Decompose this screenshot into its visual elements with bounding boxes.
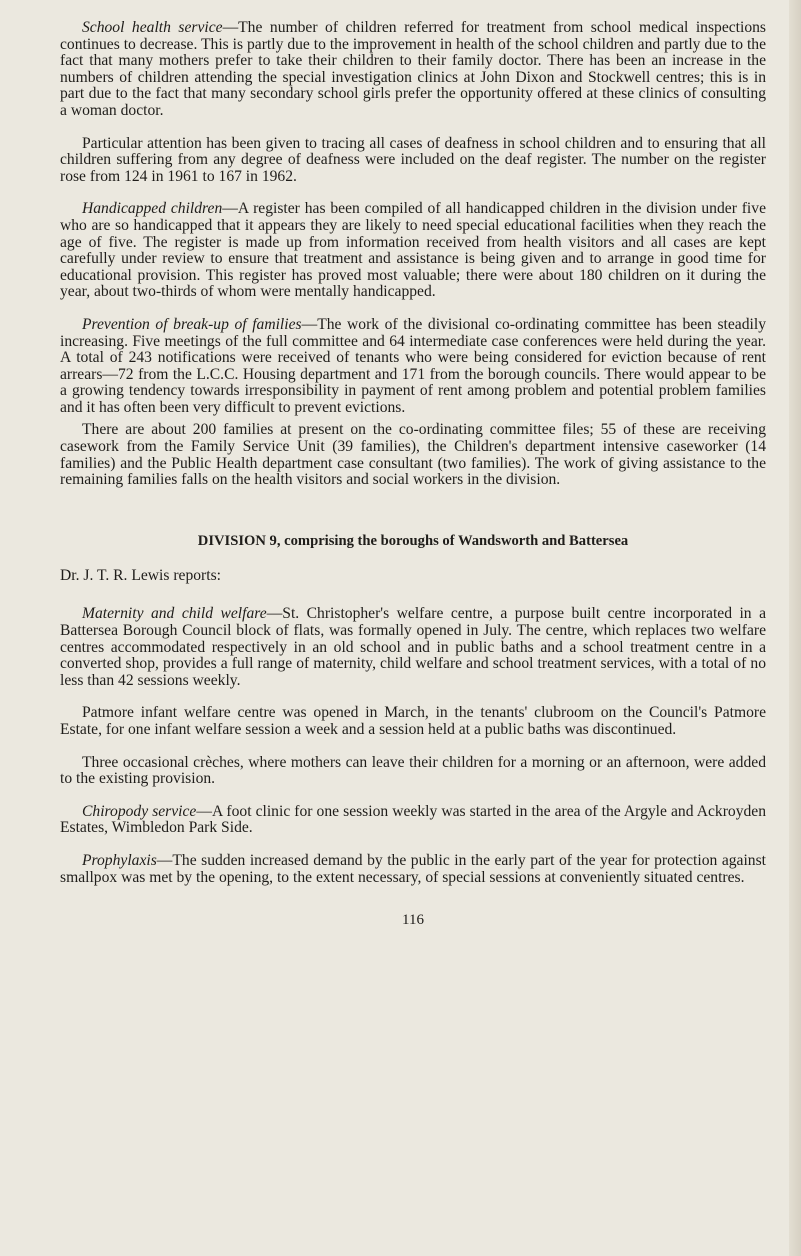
- section-title: Chiropody service: [82, 802, 197, 820]
- paragraph-deafness: [60, 136, 766, 186]
- paragraph-school-health: [60, 20, 766, 120]
- division-heading: DIVISION 9, comprising the boroughs of Wandsworth and Battersea: [197, 532, 629, 549]
- paragraph-maternity-child-welfare: [60, 606, 766, 689]
- paragraph-text: Three occasional crèches, where mothers can leave their children for a morning or an afternoon, were added to the existing provision.: [60, 753, 766, 788]
- paragraph-text: —A foot clinic for one session weekly was started in the area of the Argyle and Ackroyden Estates, Wimbledon Park Side.: [60, 802, 766, 837]
- paragraph-patmore-centre: [60, 705, 766, 738]
- page-number: 116: [402, 912, 424, 929]
- paragraph-text: —The number of children referred for treatment from school medical inspections continues to decrease. This is partly due to the improvement in health of the school children and partly due to the fact that many mothers prefer to take their children to their family doctor. There has been an increase in the numbers of children attending the special investigation clinics at John Dixon and Stockwell centres; this is in part due to the fact that many secondary school girls prefer the opportunity offered at these clinics of consulting a woman doctor.: [60, 19, 766, 119]
- section-title: School health service: [82, 19, 223, 36]
- paragraph-text: —The sudden increased demand by the public in the early part of the year for protection against smallpox was met by the opening, to the extent necessary, of special sessions at conveniently situated centres.: [60, 851, 766, 886]
- paragraph-text: —A register has been compiled of all handicapped children in the division under five who are so handicapped that it appears they are likely to need special educational facilities when they reach the age of five. The register is made up from information received from health visitors and all cases are kept carefully under review to ensure that treatment and assistance is being given and to arrange in good time for educational provision. This register has proved most valuable; there were about 180 children on it during the year, about two-thirds of whom were mentally handicapped.: [60, 200, 766, 301]
- paragraph-text: Patmore infant welfare centre was opened in March, in the tenants' clubroom on the Council's Patmore Estate, for one infant welfare session a week and a session held at a public baths was discontinued.: [60, 704, 766, 738]
- reporter-line: Dr. J. T. R. Lewis reports:: [60, 566, 221, 584]
- section-title: Maternity and child welfare: [82, 605, 267, 623]
- paragraph-text: —St. Christopher's welfare centre, a purpose built centre incorporated in a Battersea Borough Council block of flats, was formally opened in July. The centre, which replaces two welfare centres accommodated respectively in an old school and in public baths and a school treatment centre in a converted shop, provides a full range of maternity, child welfare and school treatment services, with a total of no less than 42 sessions weekly.: [60, 605, 766, 689]
- paragraph-text: —The work of the divisional co-ordinating committee has been steadily increasing. Five meetings of the full committee and 64 intermediate case conferences were held during the year. A total of 243 notifications were received of tenants who were being considered for eviction because of rent arrears—72 from the L.C.C. Housing department and 171 from the borough councils. There would appear to be a growing tendency towards irresponsibility in payment of rent among problem and potential problem families and it has often been very difficult to prevent evictions.: [60, 315, 766, 416]
- paragraph-text: Particular attention has been given to tracing all cases of deafness in school children and to ensuring that all children suffering from any degree of deafness were included on the deaf register. The number on the register rose from 124 in 1961 to 167 in 1962.: [60, 134, 766, 185]
- section-title: Handicapped children: [82, 200, 223, 218]
- section-title: Prophylaxis: [82, 851, 157, 869]
- paragraph-creches: [60, 755, 766, 788]
- paragraph-handicapped-children: [60, 201, 766, 301]
- section-title: Prevention of break-up of families: [82, 315, 302, 333]
- paragraph-chiropody: [60, 804, 766, 837]
- paragraph-text: There are about 200 families at present on the co-ordinating committee files; 55 of these are receiving casework from the Family Service Unit (39 families), the Children's department intensive caseworker (14 families) and the Public Health department case consultant (two families). The work of giving assistance to the remaining families falls on the health visitors and social workers in the division.: [60, 421, 766, 489]
- paragraph-families-casework: [60, 422, 766, 488]
- paragraph-prophylaxis: [60, 853, 766, 886]
- document-page: [60, 20, 766, 929]
- page-edge-shadow: [789, 0, 801, 1256]
- paragraph-prevention-break-up: [60, 317, 766, 417]
